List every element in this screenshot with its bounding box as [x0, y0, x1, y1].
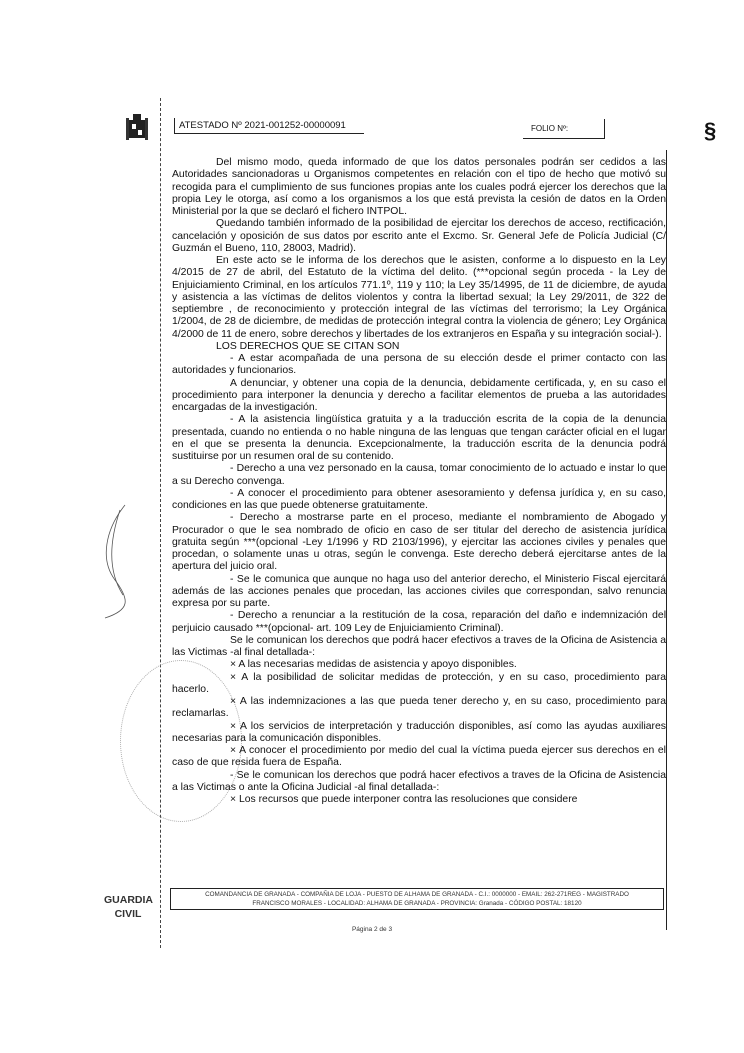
atestado-number: ATESTADO Nº 2021-001252-00000091 — [174, 118, 364, 134]
org-line-1: GUARDIA — [104, 894, 153, 906]
paragraph: × A los servicios de interpretación y traducción disponibles, así como las ayudas auxiliares necesarias para la comunicación disponibles. — [172, 720, 666, 744]
paragraph: - Derecho a mostrarse parte en el proceso, mediante el nombramiento de Abogado y Procurador o que le sea nombrado de oficio en caso de ser titular del derecho de asistencia jurídica gratuita según ***(opcional -Ley 1/1996 y RD 2103/1996), y ejercitar las acciones civiles y penales que procedan, o solamente unas u otras, según le convenga. Este derecho deberá ejercitarse antes de la apertura del juicio oral. — [172, 512, 666, 573]
paragraph: Se le comunican los derechos que podrá hacer efectivos a traves de la Oficina de Asistencia a las Victimas -al final detallada-: — [172, 634, 666, 658]
paragraph: - Se le comunica que aunque no haga uso del anterior derecho, el Ministerio Fiscal ejercitará además de las acciones penales que procedan, las acciones civiles que correspondan, salvo renuncia expresa por su parte. — [172, 573, 666, 609]
org-line-2: CIVIL — [114, 908, 142, 920]
paragraph: × A las indemnizaciones a las que pueda tener derecho y, en su caso, procedimiento para reclamarlas. — [172, 696, 666, 720]
address-line-2: FRANCISCO MORALES - LOCALIDAD: ALHAMA DE GRANADA - PROVINCIA: Granada - CÓDIGO POSTAL: 18120 — [252, 899, 582, 907]
paragraph: A denunciar, y obtener una copia de la denuncia, debidamente certificada, y, en su caso el procedimiento para interponer la denuncia y derecho a facilitar elementos de prueba a las autoridades encargadas de la investigación. — [172, 377, 666, 413]
signature-icon — [95, 500, 135, 620]
paragraph: Quedando también informado de la posibilidad de ejercitar los derechos de acceso, rectificación, cancelación y oposición de sus datos por escrito ante el Excmo. Sr. General Jefe de Policía Judicial (C/ Guzmán el Bueno, 110, 28003, Madrid). — [172, 218, 666, 254]
paragraph: - Derecho a renunciar a la restitución de la cosa, reparación del daño e indemnización del perjuicio causado ***(opcional- art. 109 Ley de Enjuiciamiento Criminal). — [172, 610, 666, 634]
footer-address — [170, 888, 664, 910]
paragraph: × Los recursos que puede interponer contra las resoluciones que considere — [230, 794, 578, 805]
paragraph: × A la posibilidad de solicitar medidas de protección, y en su caso, procedimiento para hacerlo. — [172, 671, 666, 695]
document-body — [172, 157, 666, 806]
paragraph: × A conocer el procedimiento por medio del cual la víctima pueda ejercer sus derechos en el caso de que resida fuera de España. — [172, 745, 666, 769]
folio-field: FOLIO Nº: — [523, 119, 605, 139]
paragraph: En este acto se le informa de los derechos que le asisten, conforme a lo dispuesto en la Ley 4/2015 de 27 de abril, del Estatuto de la víctima del delito. (***opcional según proceda - la Ley de Enjuiciamiento Criminal, en los artículos 771.1º, 119 y 110; la Ley 35/14995, de 11 de diciembre, de ayuda y asistencia a las víctimas de delitos violentos y contra la libertad sexual; la Ley 29/2011, de 322 de septiembre , de reconocimiento y protección integral de las víctimas del terrorismo; la Ley Orgánica 1/2004, de 28 de diciembre, de medidas de protección integral contra la violencia de género; Ley Orgánica 4/2000 de 11 de enero, sobre derechos y libertades de los extranjeros en España y su integración social-). — [172, 255, 666, 340]
paragraph: - A la asistencia lingüística gratuita y a la traducción escrita de la copia de la denuncia presentada, cuando no entienda o no hable ninguna de las lenguas que tengan carácter oficial en el lugar en el que se presenta la denuncia. Excepcionalmente, la traducción escrita de la denuncia podrá sustituirse por un resumen oral de su contenido. — [172, 414, 666, 462]
paragraph: - Se le comunican los derechos que podrá hacer efectivos a traves de la Oficina de Asistencia a las Victimas o ante la Oficina Judicial -al final detallada-: — [172, 769, 666, 793]
paragraph: - Derecho a una vez personado en la causa, tomar conocimiento de lo actuado e instar lo que a su Derecho convenga. — [172, 463, 666, 487]
paragraph: × A las necesarias medidas de asistencia y apoyo disponibles. — [230, 659, 517, 671]
paragraph: - A conocer el procedimiento para obtener asesoramiento y defensa jurídica y, en su caso, condiciones en las que puede obtenerse gratuitamente. — [172, 487, 666, 511]
coat-of-arms-icon — [126, 114, 148, 142]
address-line-1: COMANDANCIA DE GRANADA - COMPAÑIA DE LOJA - PUESTO DE ALHAMA DE GRANADA - C.I.: 0000000 - EMAIL: 262-271REG - MAGISTRADO — [205, 891, 629, 898]
guardia-civil-emblem-icon: § — [704, 118, 717, 143]
paragraph: Del mismo modo, queda informado de que los datos personales podrán ser cedidos a las Autoridades sancionadoras u Organismos competentes en relación con el tipo de hecho que motivó su recogida para el cumplimiento de sus funciones propias ante los cuales podrá ejercer los derechos que la propia Ley le otorga, así como a los organismos a los que está prevista la cesión de datos en la Orden Ministerial por la que se declaró el fichero INTPOL. — [172, 157, 666, 217]
right-margin-line — [666, 150, 668, 930]
page-number: Página 2 de 3 — [351, 926, 393, 933]
margin-line — [160, 98, 162, 948]
guardia-civil-label — [104, 893, 152, 921]
paragraph: LOS DERECHOS QUE SE CITAN SON — [216, 340, 400, 352]
paragraph: - A estar acompañada de una persona de su elección desde el primer contacto con las autoridades y funcionarios. — [172, 353, 666, 377]
